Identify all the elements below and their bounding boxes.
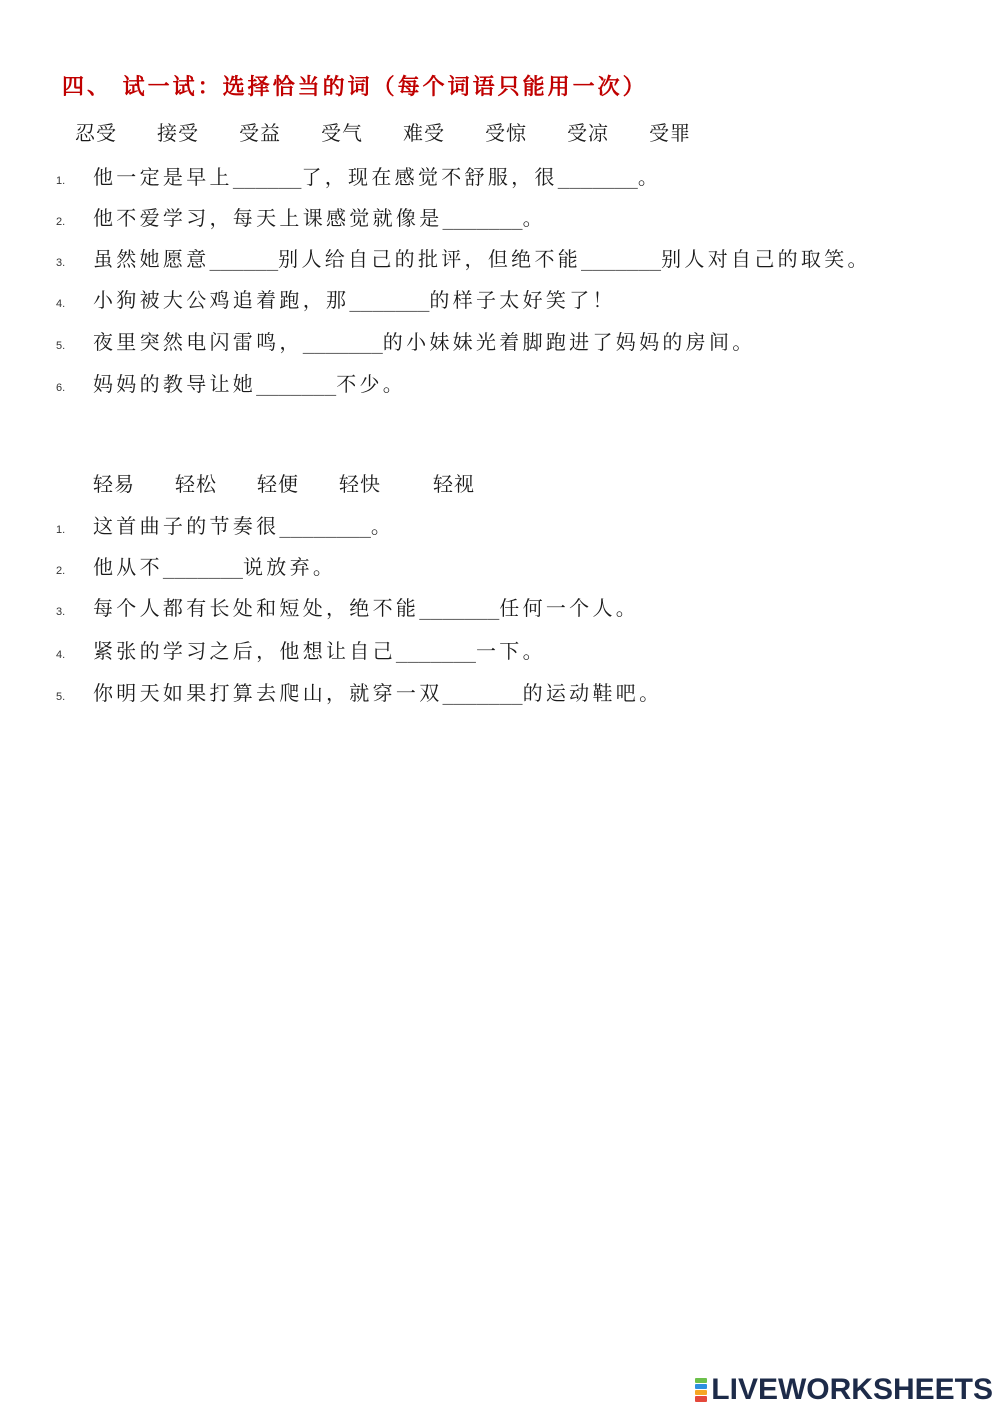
word-bank-item: 受气: [321, 121, 363, 145]
answer-blank[interactable]: ________: [279, 516, 371, 538]
question-text: 任何一个人。: [499, 596, 640, 620]
word-bank-item: 受惊: [485, 121, 527, 145]
word-bank-item: 轻视: [433, 472, 475, 496]
question-row: [56, 328, 756, 360]
question-number: 6.: [56, 382, 66, 394]
question-row: [56, 512, 394, 544]
question-text: 小狗被大公鸡追着跑，那: [93, 288, 350, 312]
question-number: 4.: [56, 298, 66, 310]
word-bank-item: 接受: [157, 121, 199, 145]
question-text: 他不爱学习，每天上课感觉就像是: [93, 206, 443, 230]
answer-blank[interactable]: _______: [442, 208, 523, 230]
question-text: 的样子太好笑了！: [429, 288, 616, 312]
question-row: [56, 679, 662, 711]
answer-blank[interactable]: _______: [557, 167, 638, 189]
question-row: [56, 204, 546, 236]
answer-blank[interactable]: _______: [302, 332, 383, 354]
question-text: 。: [522, 206, 546, 230]
question-text: 一下。: [475, 639, 546, 663]
question-text: 。: [637, 165, 662, 189]
answer-blank[interactable]: _______: [395, 641, 476, 663]
question-number: 1.: [56, 175, 66, 187]
word-bank-item: 轻松: [175, 472, 217, 496]
word-bank-item: 受凉: [567, 121, 609, 145]
question-number: 1.: [56, 524, 66, 536]
answer-blank[interactable]: _______: [256, 374, 337, 396]
liveworksheets-logo-icon: [693, 1377, 709, 1403]
question-text: 的小妹妹光着脚跑进了妈妈的房间。: [382, 330, 756, 354]
question-text: 每个人都有长处和短处，绝不能: [93, 596, 420, 620]
question-number: 3.: [56, 257, 66, 269]
word-bank-item: 受益: [239, 121, 281, 145]
question-row: [56, 163, 661, 195]
question-row: [56, 370, 406, 402]
word-bank-item: 受罪: [649, 121, 691, 145]
word-bank-item: 轻快: [339, 472, 381, 496]
question-text: 他从不: [93, 555, 163, 579]
question-number: 4.: [56, 649, 66, 661]
question-text: 紧张的学习之后，他想让自己: [93, 639, 396, 663]
answer-blank[interactable]: _______: [419, 598, 500, 620]
question-number: 3.: [56, 606, 66, 618]
answer-blank[interactable]: _______: [581, 249, 662, 271]
question-text: 这首曲子的节奏很: [93, 514, 280, 538]
question-text: 。: [370, 514, 395, 538]
question-row: [56, 245, 871, 277]
question-text: 说放弃。: [242, 555, 337, 579]
word-bank-item: 轻易: [93, 472, 135, 496]
question-text: 你明天如果打算去爬山，就穿一双: [93, 681, 443, 705]
liveworksheets-logo[interactable]: [693, 1374, 993, 1406]
question-text: 别人对自己的取笑。: [661, 247, 871, 271]
question-row: [56, 594, 639, 626]
answer-blank[interactable]: _______: [349, 290, 430, 312]
question-text: 夜里突然电闪雷鸣，: [93, 330, 303, 354]
question-number: 2.: [56, 565, 66, 577]
question-text: 不少。: [336, 372, 407, 396]
question-text: 别人给自己的批评，但绝不能: [278, 247, 582, 271]
word-bank-1: [75, 119, 691, 147]
section-title: 四、 试一试：选择恰当的词（每个词语只能用一次）: [62, 74, 648, 100]
answer-blank[interactable]: ______: [232, 167, 302, 189]
question-row: [56, 553, 336, 585]
word-bank-item: 轻便: [257, 472, 299, 496]
question-text: 的运动鞋吧。: [522, 681, 663, 705]
question-text: 了，现在感觉不舒服，很: [301, 165, 558, 189]
question-number: 5.: [56, 340, 66, 352]
logo-text: LIVEWORKSHEETS: [711, 1373, 993, 1406]
question-text: 妈妈的教导让她: [93, 372, 257, 396]
question-number: 5.: [56, 691, 66, 703]
answer-blank[interactable]: _______: [162, 557, 243, 579]
word-bank-item: 忍受: [75, 121, 117, 145]
answer-blank[interactable]: ______: [209, 249, 279, 271]
word-bank-2: [93, 470, 475, 498]
question-number: 2.: [56, 216, 66, 228]
question-text: 他一定是早上: [93, 165, 233, 189]
question-row: [56, 637, 546, 669]
question-row: [56, 286, 616, 318]
word-bank-item: 难受: [403, 121, 445, 145]
question-text: 虽然她愿意: [93, 247, 210, 271]
answer-blank[interactable]: _______: [442, 683, 523, 705]
